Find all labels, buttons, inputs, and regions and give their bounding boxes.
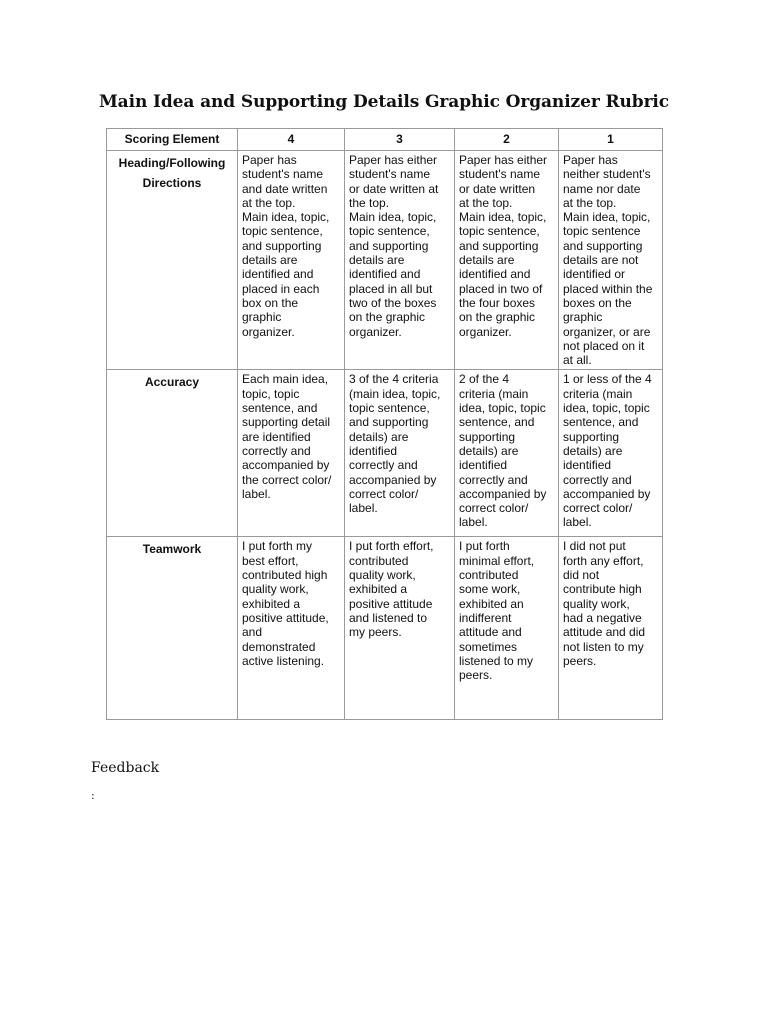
column-header-score-1: 1 — [559, 129, 663, 151]
column-header-scoring-element: Scoring Element — [107, 129, 238, 151]
column-header-score-3: 3 — [345, 129, 455, 151]
feedback-colon: : — [91, 789, 95, 802]
rubric-table — [106, 128, 663, 720]
criteria-cell: Paper has neither student's name nor date at the top. Main idea, topic, topic sentence and supporting details are not identified or placed within the boxes on the graphic organizer, or are not placed on it at all. — [559, 151, 663, 370]
criteria-cell: Paper has student's name and date written at the top. Main idea, topic, topic sentence, and supporting details are identified and placed in each box on the graphic organizer. — [238, 151, 345, 370]
column-header-score-2: 2 — [455, 129, 559, 151]
feedback-label: Feedback — [91, 760, 160, 776]
criteria-cell: 2 of the 4 criteria (main idea, topic, topic sentence, and supporting details) are identified correctly and accompanied by correct color/ label. — [455, 370, 559, 537]
row-label-heading-following-directions: Heading/Following Directions — [107, 151, 238, 370]
criteria-cell: Paper has either student's name or date written at the top. Main idea, topic, topic sentence, and supporting details are identified and placed in two of the four boxes on the graphic organizer. — [455, 151, 559, 370]
rubric-row-heading — [107, 151, 663, 370]
criteria-cell: 1 or less of the 4 criteria (main idea, topic, topic sentence, and supporting details) are identified correctly and accompanied by correct color/ label. — [559, 370, 663, 537]
rubric-row-accuracy — [107, 370, 663, 537]
criteria-cell: 3 of the 4 criteria (main idea, topic, topic sentence, and supporting details) are identified correctly and accompanied by correct color/ label. — [345, 370, 455, 537]
page-title: Main Idea and Supporting Details Graphic Organizer Rubric — [98, 92, 670, 112]
criteria-cell: Paper has either student's name or date written at the top. Main idea, topic, topic sentence, and supporting details are identified and placed in all but two of the boxes on the graphic organizer. — [345, 151, 455, 370]
column-header-score-4: 4 — [238, 129, 345, 151]
rubric-row-teamwork — [107, 537, 663, 720]
criteria-cell: I did not put forth any effort, did not contribute high quality work, had a negative attitude and did not listen to my peers. — [559, 537, 663, 720]
row-label-accuracy: Accuracy — [107, 370, 238, 537]
criteria-cell: I put forth effort, contributed quality work, exhibited a positive attitude and listened to my peers. — [345, 537, 455, 720]
criteria-cell: I put forth minimal effort, contributed some work, exhibited an indifferent attitude and sometimes listened to my peers. — [455, 537, 559, 720]
row-label-teamwork: Teamwork — [107, 537, 238, 720]
criteria-cell: Each main idea, topic, topic sentence, and supporting detail are identified correctly and accompanied by the correct color/ label. — [238, 370, 345, 537]
header-row — [107, 129, 663, 151]
criteria-cell: I put forth my best effort, contributed high quality work, exhibited a positive attitude, and demonstrated active listening. — [238, 537, 345, 720]
